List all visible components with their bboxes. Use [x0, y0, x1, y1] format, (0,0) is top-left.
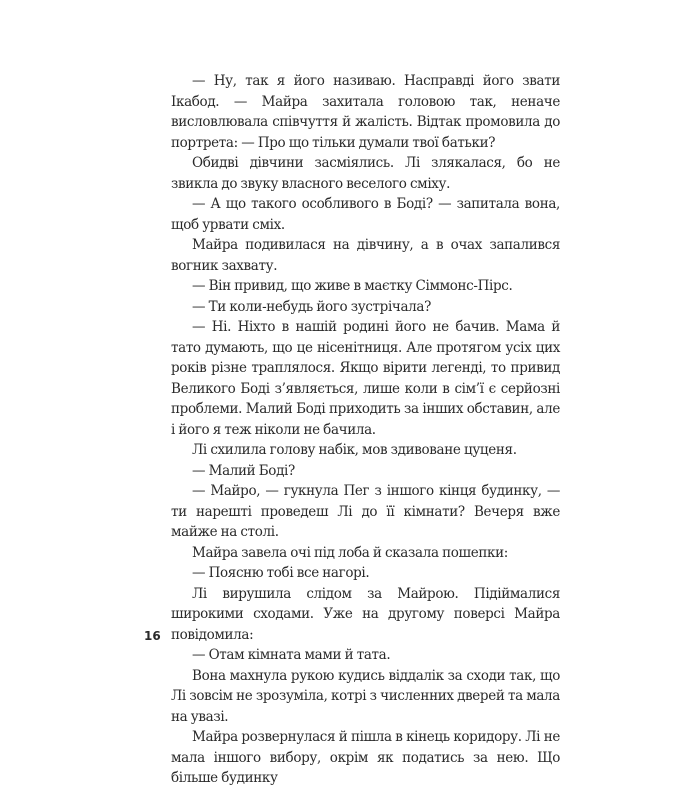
paragraph: — Поясню тобі все нагорі. [192, 565, 370, 581]
paragraph: Майра подивилася на дівчину, а в очах запалився вогник захвату. [171, 237, 560, 274]
paragraph: — Ти коли-небудь його зустрічала? [192, 298, 431, 315]
paragraph: Обидві дівчини засміялись. Лі злякалася, бо не звикла до звуку власного веселого сміху. [171, 155, 560, 192]
paragraph: — А що такого особливого в Боді? — запитала вона, щоб урвати сміх. [171, 196, 560, 233]
paragraph: — Отам кімната мами й тата. [192, 647, 391, 663]
page-number: 16 [144, 629, 161, 643]
paragraph: — Ні. Ніхто в нашій родині його не бачив. Мама й тато думають, що це нісенітниця. Але протягом усіх цих років різне траплялося. Якщо вірити легенді, то привид Великого Боді з’являється, лише коли в сім’ї є серйозні проблеми. Малий Боді приходить за інших обставин, але і його я теж ніколи не бачила. [171, 319, 560, 438]
paragraph: — Майро, — гукнула Пег з іншого кінця будинку, — ти нарешті проведеш Лі до її кімнати? Вечеря вже майже на столі. [171, 483, 560, 540]
paragraph: — Малий Боді? [192, 462, 295, 479]
body-text [171, 71, 560, 789]
paragraph: — Він привид, що живе в маєтку Сіммонс-Пірс. [192, 278, 513, 294]
paragraph: Майра завела очі під лоба й сказала пошепки: [192, 544, 508, 561]
paragraph: Лі вирушила слідом за Майрою. Підіймалися широкими сходами. Уже на другому поверсі Майра повідомила: [171, 585, 560, 643]
paragraph: Майра розвернулася й пішла в кінець коридору. Лі не мала іншого вибору, окрім як податись за нею. Що більше будинку [171, 729, 560, 786]
paragraph: Вона махнула рукою кудись віддалік за сходи так, що Лі зовсім не зрозуміла, котрі з численних дверей та мала на увазі. [171, 667, 560, 725]
paragraph: — Ну, так я його називаю. Насправді його звати Ікабод. — Майра захитала головою так, неначе висловлювала співчуття й жалість. Відтак промовила до портрета: — Про що тільки думали твої батьки? [171, 73, 560, 151]
paragraph: Лі схилила голову набік, мов здивоване цуценя. [192, 442, 517, 458]
